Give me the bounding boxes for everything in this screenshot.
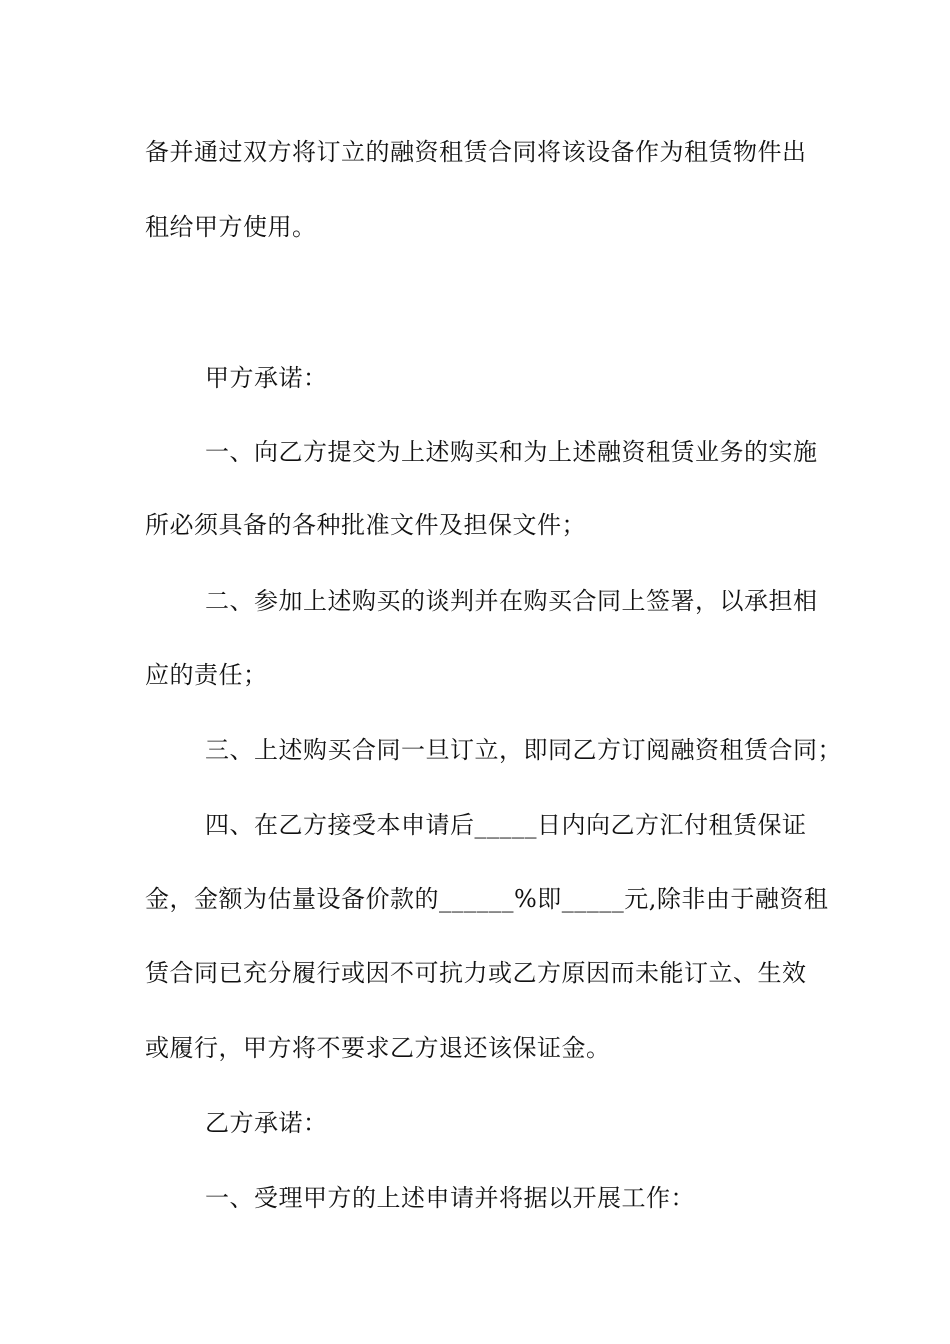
party-a-heading: 甲方承诺： — [205, 364, 328, 392]
party-b-heading: 乙方承诺： — [205, 1109, 328, 1137]
clause-line: 一、向乙方提交为上述购买和为上述融资租赁业务的实施 — [205, 438, 818, 466]
body-text-line: 备并通过双方将订立的融资租赁合同将该设备作为租赁物件出 — [145, 138, 807, 166]
clause-line: 或履行，甲方将不要求乙方退还该保证金。 — [145, 1034, 611, 1062]
clause-line: 所必须具备的各种批准文件及担保文件； — [145, 511, 586, 539]
clause-line: 三、上述购买合同一旦订立，即同乙方订阅融资租赁合同； — [205, 736, 842, 764]
body-text-line: 租给甲方使用。 — [145, 213, 317, 241]
clause-line: 四、在乙方接受本申请后_____日内向乙方汇付租赁保证 — [205, 811, 807, 839]
clause-line: 应的责任； — [145, 661, 268, 689]
clause-line: 二、参加上述购买的谈判并在购买合同上签署，以承担相 — [205, 587, 818, 615]
clause-line: 金，金额为估量设备价款的______%即_____元,除非由于融资租 — [145, 885, 829, 913]
clause-line: 赁合同已充分履行或因不可抗力或乙方原因而未能订立、生效 — [145, 959, 807, 987]
clause-line: 一、受理甲方的上述申请并将据以开展工作： — [205, 1184, 695, 1212]
